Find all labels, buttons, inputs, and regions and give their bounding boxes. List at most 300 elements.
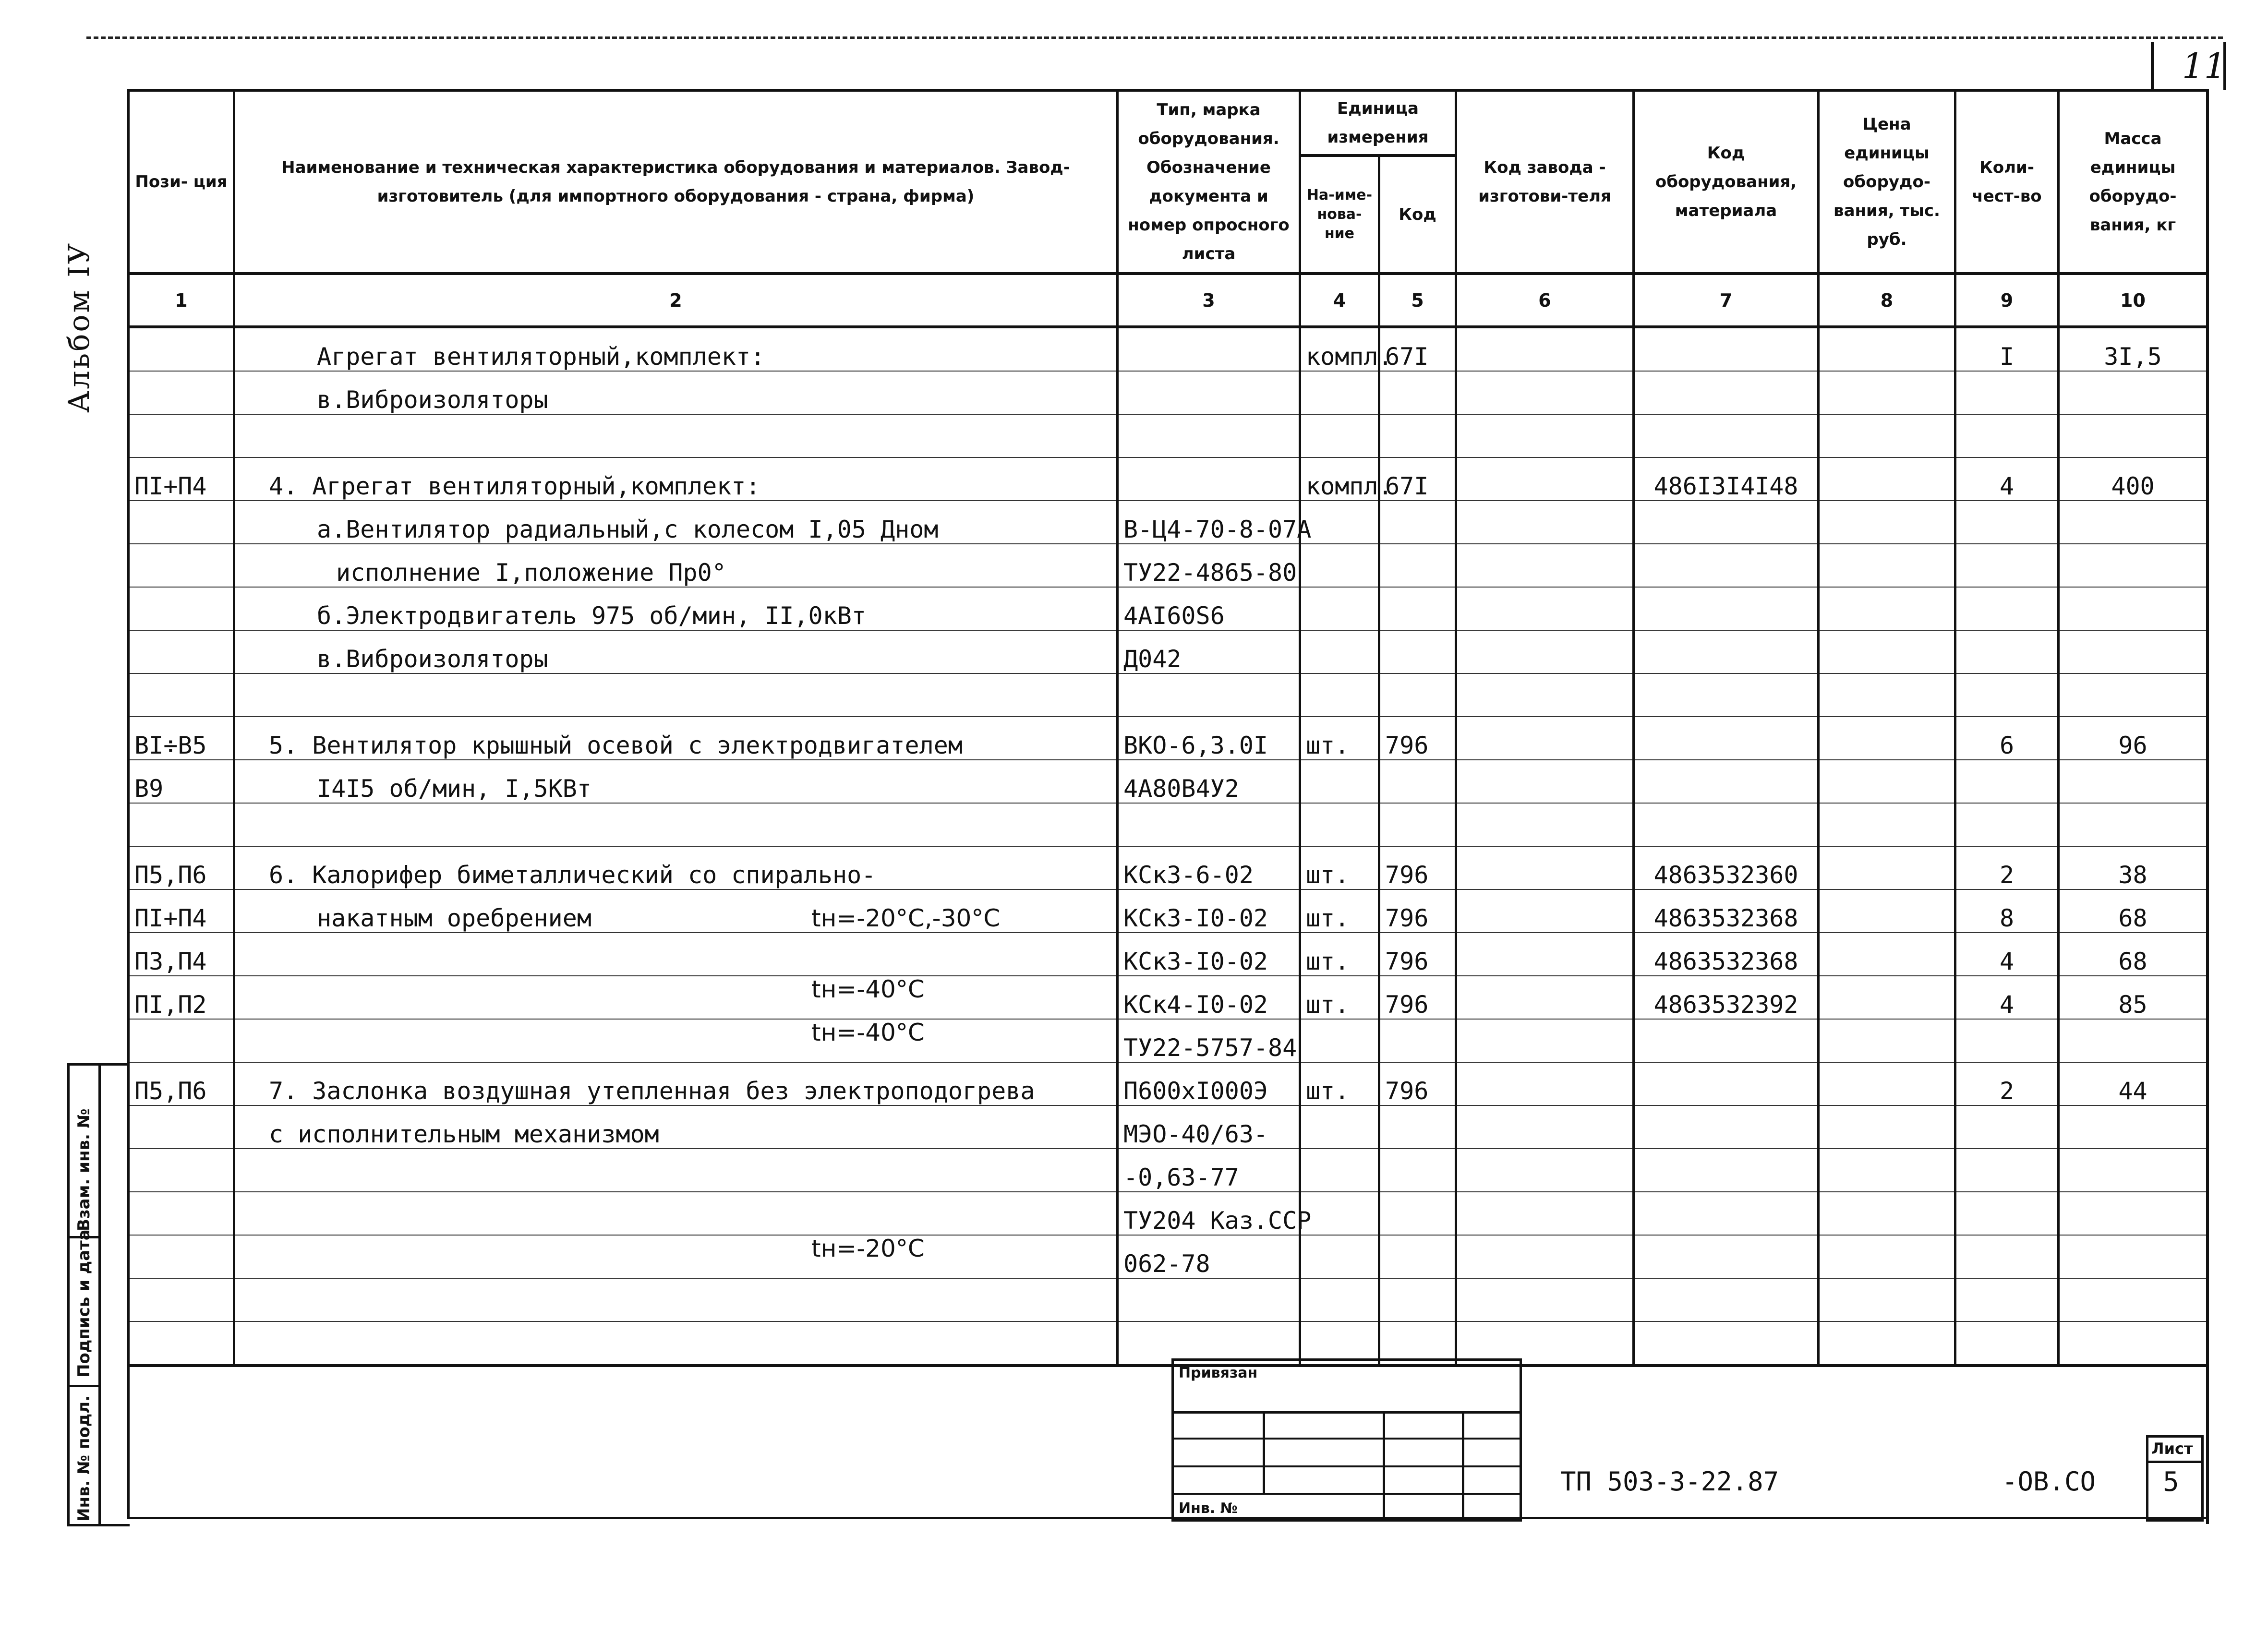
name-text: 4. Агрегат вентиляторный,комплект:: [269, 472, 760, 500]
name-text: в.Виброизоляторы: [317, 386, 548, 414]
mass-cell: [2059, 1235, 2208, 1278]
table-row: [129, 803, 2208, 846]
quantity-cell: 2: [1955, 1062, 2059, 1105]
quantity-cell: [1955, 1019, 2059, 1062]
quantity-cell: [1955, 803, 2059, 846]
name-text: с исполнительным механизмом: [269, 1120, 659, 1148]
column-number: 4: [1300, 274, 1379, 327]
column-number: 2: [234, 274, 1118, 327]
equipment-code-cell: 486I3I4I48: [1634, 457, 1819, 501]
equipment-code-cell: [1634, 760, 1819, 803]
mass-cell: 68: [2059, 933, 2208, 976]
type-cell: КСк3-I0-02: [1118, 889, 1300, 933]
equipment-code-cell: [1634, 501, 1819, 544]
table-row: [129, 501, 2208, 544]
name-cell: [234, 1192, 1118, 1262]
album-label: Альбом IУ: [62, 241, 96, 413]
unit-code-cell: [1379, 414, 1456, 457]
quantity-cell: [1955, 760, 2059, 803]
quantity-cell: [1955, 501, 2059, 544]
equipment-code-cell: [1634, 1149, 1819, 1192]
price-cell: [1819, 457, 1955, 501]
table-row: [129, 1278, 2208, 1321]
unit-code-cell: [1379, 544, 1456, 587]
position-cell: [129, 1235, 234, 1278]
table-body: [129, 327, 2208, 1366]
privyazan-label: Привязан: [1179, 1365, 1258, 1381]
unit-name-cell: шт.: [1300, 846, 1379, 889]
name-cell: [234, 587, 1118, 630]
right-frame-edge: [2206, 89, 2209, 1524]
name-cell: [234, 501, 1118, 544]
factory-code-cell: [1456, 803, 1634, 846]
name-cell: [234, 630, 1118, 673]
name-cell: [234, 371, 1118, 414]
name-cell: [234, 673, 1118, 717]
header-quantity: Коли-чест-во: [1955, 90, 2059, 274]
factory-code-cell: [1456, 717, 1634, 760]
column-number: 1: [129, 274, 234, 327]
mass-cell: 85: [2059, 976, 2208, 1019]
column-number: 9: [1955, 274, 2059, 327]
quantity-cell: [1955, 630, 2059, 673]
equipment-code-cell: [1634, 1278, 1819, 1321]
unit-code-cell: 796: [1379, 933, 1456, 976]
mass-cell: [2059, 1278, 2208, 1321]
lower-frame: [127, 1334, 2208, 1519]
temperature-text: tн=-40°С: [811, 975, 925, 1003]
factory-code-cell: [1456, 1019, 1634, 1062]
mass-cell: [2059, 371, 2208, 414]
position-cell: [129, 1192, 234, 1235]
type-cell: КСк3-6-02: [1118, 846, 1300, 889]
position-cell: [129, 544, 234, 587]
mass-cell: [2059, 630, 2208, 673]
type-cell: КСк4-I0-02: [1118, 976, 1300, 1019]
name-text: накатным оребрением: [317, 904, 591, 932]
quantity-cell: 6: [1955, 717, 2059, 760]
table-row: [129, 760, 2208, 803]
table-row: [129, 933, 2208, 976]
unit-name-cell: [1300, 1019, 1379, 1062]
header-mass: Масса единицы оборудо-вания, кг: [2059, 90, 2208, 274]
mass-cell: 38: [2059, 846, 2208, 889]
equipment-code-cell: [1634, 1105, 1819, 1149]
quantity-cell: [1955, 414, 2059, 457]
price-cell: [1819, 1105, 1955, 1149]
type-cell: [1118, 673, 1300, 717]
side-strip-row-line: [70, 1385, 98, 1387]
quantity-cell: [1955, 544, 2059, 587]
equipment-code-cell: [1634, 371, 1819, 414]
unit-name-cell: шт.: [1300, 717, 1379, 760]
type-cell: [1118, 1278, 1300, 1321]
factory-code-cell: [1456, 889, 1634, 933]
factory-code-cell: [1456, 1062, 1634, 1105]
price-cell: [1819, 673, 1955, 717]
name-cell: [234, 1278, 1118, 1321]
type-cell: 4АI60S6: [1118, 587, 1300, 630]
price-cell: [1819, 587, 1955, 630]
unit-code-cell: [1379, 803, 1456, 846]
price-cell: [1819, 803, 1955, 846]
price-cell: [1819, 1278, 1955, 1321]
position-cell: [129, 1019, 234, 1062]
table-row: [129, 889, 2208, 933]
title-block-line: [1174, 1465, 1520, 1467]
factory-code-cell: [1456, 1105, 1634, 1149]
table-header-row: [129, 90, 2208, 156]
name-cell: [234, 933, 1118, 1003]
quantity-cell: [1955, 673, 2059, 717]
temperature-text: tн=-20°С: [811, 1235, 925, 1262]
price-cell: [1819, 717, 1955, 760]
unit-code-cell: [1379, 760, 1456, 803]
factory-code-cell: [1456, 414, 1634, 457]
header-unit-group: Единица измерения: [1300, 90, 1456, 156]
equipment-code-cell: [1634, 1062, 1819, 1105]
factory-code-cell: [1456, 673, 1634, 717]
title-block-line: [1263, 1414, 1265, 1493]
equipment-code-cell: 4863532360: [1634, 846, 1819, 889]
unit-name-cell: [1300, 760, 1379, 803]
unit-code-cell: 67I: [1379, 327, 1456, 371]
equipment-code-cell: 4863532368: [1634, 889, 1819, 933]
unit-name-cell: компл.: [1300, 327, 1379, 371]
type-cell: ТУ22-5757-84: [1118, 1019, 1300, 1062]
price-cell: [1819, 1062, 1955, 1105]
equipment-code-cell: [1634, 717, 1819, 760]
name-cell: [234, 327, 1118, 371]
type-cell: -0,63-77: [1118, 1149, 1300, 1192]
unit-code-cell: [1379, 1192, 1456, 1235]
column-number: 5: [1379, 274, 1456, 327]
type-cell: [1118, 371, 1300, 414]
factory-code-cell: [1456, 544, 1634, 587]
header-name: Наименование и техническая характеристика оборудования и материалов. Завод-изготовитель (для импортного оборудования - страна, фирма): [234, 90, 1118, 274]
type-cell: П600хI000Э: [1118, 1062, 1300, 1105]
price-cell: [1819, 1019, 1955, 1062]
side-stamp-strip: [67, 1063, 130, 1526]
price-cell: [1819, 327, 1955, 371]
document-code: ТП 503-3-22.87: [1560, 1466, 1779, 1497]
header-position: Пози- ция: [129, 90, 234, 274]
title-block-line: [1174, 1438, 1520, 1440]
equipment-code-cell: [1634, 327, 1819, 371]
sheet-label: Лист: [2151, 1440, 2193, 1458]
title-block-line: [1174, 1411, 1520, 1414]
unit-name-cell: шт.: [1300, 1062, 1379, 1105]
quantity-cell: [1955, 1149, 2059, 1192]
table-row: [129, 846, 2208, 889]
mass-cell: [2059, 1105, 2208, 1149]
mass-cell: [2059, 1019, 2208, 1062]
unit-name-cell: [1300, 630, 1379, 673]
name-cell: [234, 414, 1118, 457]
name-text: I4I5 об/мин, I,5КВт: [317, 775, 591, 803]
quantity-cell: 4: [1955, 457, 2059, 501]
table-row: [129, 457, 2208, 501]
position-cell: [129, 414, 234, 457]
mass-cell: [2059, 803, 2208, 846]
name-cell: [234, 1062, 1118, 1105]
position-cell: В9: [129, 760, 234, 803]
name-cell: [234, 760, 1118, 803]
type-cell: МЭО-40/63-: [1118, 1105, 1300, 1149]
unit-name-cell: шт.: [1300, 889, 1379, 933]
position-cell: ПI+П4: [129, 889, 234, 933]
price-cell: [1819, 371, 1955, 414]
position-cell: П3,П4: [129, 933, 234, 976]
type-cell: ТУ22-4865-80: [1118, 544, 1300, 587]
mass-cell: 400: [2059, 457, 2208, 501]
factory-code-cell: [1456, 846, 1634, 889]
type-cell: Д042: [1118, 630, 1300, 673]
unit-name-cell: шт.: [1300, 976, 1379, 1019]
unit-code-cell: 796: [1379, 889, 1456, 933]
mass-cell: [2059, 1149, 2208, 1192]
name-cell: [234, 1105, 1118, 1149]
mass-cell: 3I,5: [2059, 327, 2208, 371]
mass-cell: 44: [2059, 1062, 2208, 1105]
position-cell: П5,П6: [129, 846, 234, 889]
type-cell: ТУ204 Каз.ССР: [1118, 1192, 1300, 1235]
name-text: 5. Вентилятор крышный осевой с электродвигателем: [269, 732, 963, 759]
header-equipment-code: Код оборудования, материала: [1634, 90, 1819, 274]
price-cell: [1819, 414, 1955, 457]
name-cell: [234, 976, 1118, 1046]
title-block-line: [1462, 1414, 1464, 1519]
equipment-code-cell: [1634, 544, 1819, 587]
factory-code-cell: [1456, 1278, 1634, 1321]
unit-name-cell: [1300, 1235, 1379, 1278]
inv-no-label: Инв. №: [1179, 1500, 1238, 1517]
equipment-code-cell: [1634, 1192, 1819, 1235]
unit-code-cell: [1379, 501, 1456, 544]
position-cell: [129, 803, 234, 846]
table-row: [129, 587, 2208, 630]
mass-cell: [2059, 587, 2208, 630]
unit-code-cell: 796: [1379, 717, 1456, 760]
column-number-row: [129, 274, 2208, 327]
name-cell: [234, 889, 1118, 933]
quantity-cell: [1955, 1235, 2059, 1278]
unit-name-cell: [1300, 803, 1379, 846]
unit-code-cell: [1379, 673, 1456, 717]
column-number: 8: [1819, 274, 1955, 327]
temperature-text: tн=-40°С: [811, 1019, 925, 1046]
type-cell: ВКО-6,3.0I: [1118, 717, 1300, 760]
table-row: [129, 1192, 2208, 1235]
name-text: исполнение I,положение Пр0°: [336, 559, 726, 587]
title-block-line: [1174, 1493, 1520, 1495]
type-cell: [1118, 414, 1300, 457]
position-cell: [129, 371, 234, 414]
position-cell: [129, 630, 234, 673]
unit-name-cell: [1300, 1278, 1379, 1321]
quantity-cell: [1955, 1105, 2059, 1149]
name-text: 7. Заслонка воздушная утепленная без электроподогрева: [269, 1077, 1035, 1105]
quantity-cell: [1955, 1192, 2059, 1235]
factory-code-cell: [1456, 371, 1634, 414]
unit-name-cell: [1300, 1149, 1379, 1192]
factory-code-cell: [1456, 630, 1634, 673]
position-cell: [129, 327, 234, 371]
factory-code-cell: [1456, 587, 1634, 630]
position-cell: [129, 673, 234, 717]
unit-code-cell: [1379, 371, 1456, 414]
mass-cell: 96: [2059, 717, 2208, 760]
equipment-code-cell: [1634, 587, 1819, 630]
title-block-line: [1383, 1414, 1385, 1519]
sheet-number: 5: [2163, 1466, 2179, 1498]
side-strip-divider: [98, 1066, 101, 1524]
table-row: [129, 414, 2208, 457]
unit-code-cell: [1379, 1278, 1456, 1321]
equipment-code-cell: 4863532392: [1634, 976, 1819, 1019]
position-cell: ВI÷В5: [129, 717, 234, 760]
mass-cell: [2059, 1192, 2208, 1235]
unit-name-cell: [1300, 414, 1379, 457]
side-label-inv-podl: Инв. № подл.: [74, 1395, 94, 1522]
position-cell: [129, 1149, 234, 1192]
position-cell: [129, 1105, 234, 1149]
position-cell: ПI+П4: [129, 457, 234, 501]
factory-code-cell: [1456, 1192, 1634, 1235]
table-row: [129, 630, 2208, 673]
unit-name-cell: [1300, 587, 1379, 630]
equipment-code-cell: [1634, 803, 1819, 846]
quantity-cell: 2: [1955, 846, 2059, 889]
unit-name-cell: [1300, 1105, 1379, 1149]
name-cell: [234, 717, 1118, 760]
factory-code-cell: [1456, 501, 1634, 544]
factory-code-cell: [1456, 1235, 1634, 1278]
factory-code-cell: [1456, 457, 1634, 501]
unit-code-cell: [1379, 1019, 1456, 1062]
unit-name-cell: компл.: [1300, 457, 1379, 501]
type-cell: 062-78: [1118, 1235, 1300, 1278]
unit-code-cell: 796: [1379, 846, 1456, 889]
header-factory-code: Код завода - изготови-теля: [1456, 90, 1634, 274]
position-cell: ПI,П2: [129, 976, 234, 1019]
quantity-cell: [1955, 587, 2059, 630]
position-cell: [129, 1278, 234, 1321]
equipment-code-cell: [1634, 1235, 1819, 1278]
sheet-separator: [2148, 1461, 2201, 1463]
mass-cell: [2059, 414, 2208, 457]
quantity-cell: [1955, 1278, 2059, 1321]
position-cell: [129, 587, 234, 630]
unit-name-cell: [1300, 371, 1379, 414]
table-row: [129, 673, 2208, 717]
unit-code-cell: 796: [1379, 1062, 1456, 1105]
handwritten-page-number: 11: [2182, 46, 2226, 86]
table-row: [129, 976, 2208, 1019]
price-cell: [1819, 760, 1955, 803]
mass-cell: [2059, 544, 2208, 587]
price-cell: [1819, 1192, 1955, 1235]
table-row: [129, 1019, 2208, 1062]
factory-code-cell: [1456, 933, 1634, 976]
table-row: [129, 1062, 2208, 1105]
price-cell: [1819, 544, 1955, 587]
quantity-cell: 4: [1955, 976, 2059, 1019]
name-cell: [234, 1019, 1118, 1062]
name-cell: [234, 544, 1118, 587]
header-unit-name: На-име-нова-ние: [1300, 156, 1379, 274]
document-suffix: -ОВ.СО: [2002, 1466, 2096, 1497]
quantity-cell: 8: [1955, 889, 2059, 933]
top-dashed-line: [86, 36, 2223, 39]
unit-name-cell: [1300, 501, 1379, 544]
equipment-code-cell: [1634, 630, 1819, 673]
factory-code-cell: [1456, 1149, 1634, 1192]
unit-code-cell: [1379, 587, 1456, 630]
price-cell: [1819, 630, 1955, 673]
side-label-vzam: Взам. инв. №: [74, 1108, 94, 1231]
unit-name-cell: [1300, 544, 1379, 587]
type-cell: В-Ц4-70-8-07А: [1118, 501, 1300, 544]
name-cell: [234, 457, 1118, 501]
type-cell: КСк3-I0-02: [1118, 933, 1300, 976]
mass-cell: [2059, 673, 2208, 717]
equipment-code-cell: [1634, 1019, 1819, 1062]
position-cell: П5,П6: [129, 1062, 234, 1105]
column-number: 6: [1456, 274, 1634, 327]
type-cell: [1118, 457, 1300, 501]
price-cell: [1819, 846, 1955, 889]
factory-code-cell: [1456, 760, 1634, 803]
unit-code-cell: 67I: [1379, 457, 1456, 501]
name-cell: [234, 803, 1118, 846]
unit-code-cell: [1379, 630, 1456, 673]
unit-code-cell: [1379, 1235, 1456, 1278]
name-text: Агрегат вентиляторный,комплект:: [317, 343, 765, 371]
name-cell: [234, 1235, 1118, 1278]
price-cell: [1819, 889, 1955, 933]
equipment-code-cell: [1634, 673, 1819, 717]
type-cell: 4А80В4У2: [1118, 760, 1300, 803]
name-text: а.Вентилятор радиальный,с колесом I,05 Дном: [317, 516, 939, 543]
unit-name-cell: шт.: [1300, 933, 1379, 976]
price-cell: [1819, 501, 1955, 544]
price-cell: [1819, 933, 1955, 976]
column-number: 10: [2059, 274, 2208, 327]
price-cell: [1819, 1149, 1955, 1192]
position-cell: [129, 501, 234, 544]
unit-code-cell: [1379, 1149, 1456, 1192]
column-number: 3: [1118, 274, 1300, 327]
header-type: Тип, марка оборудования. Обозначение документа и номер опросного листа: [1118, 90, 1300, 274]
unit-code-cell: [1379, 1105, 1456, 1149]
table-row: [129, 717, 2208, 760]
name-text: 6. Калорифер биметаллический со спирально-: [269, 861, 876, 889]
price-cell: [1819, 976, 1955, 1019]
type-cell: [1118, 803, 1300, 846]
table-row: [129, 1149, 2208, 1192]
unit-name-cell: [1300, 1192, 1379, 1235]
table-row: [129, 327, 2208, 371]
specification-table: [127, 89, 2208, 1367]
name-cell: [234, 1149, 1118, 1192]
temperature-text: tн=-20°С,-30°С: [811, 904, 1001, 932]
mass-cell: [2059, 501, 2208, 544]
header-unit-code: Код: [1379, 156, 1456, 274]
unit-name-cell: [1300, 673, 1379, 717]
equipment-code-cell: [1634, 414, 1819, 457]
column-number: 7: [1634, 274, 1819, 327]
